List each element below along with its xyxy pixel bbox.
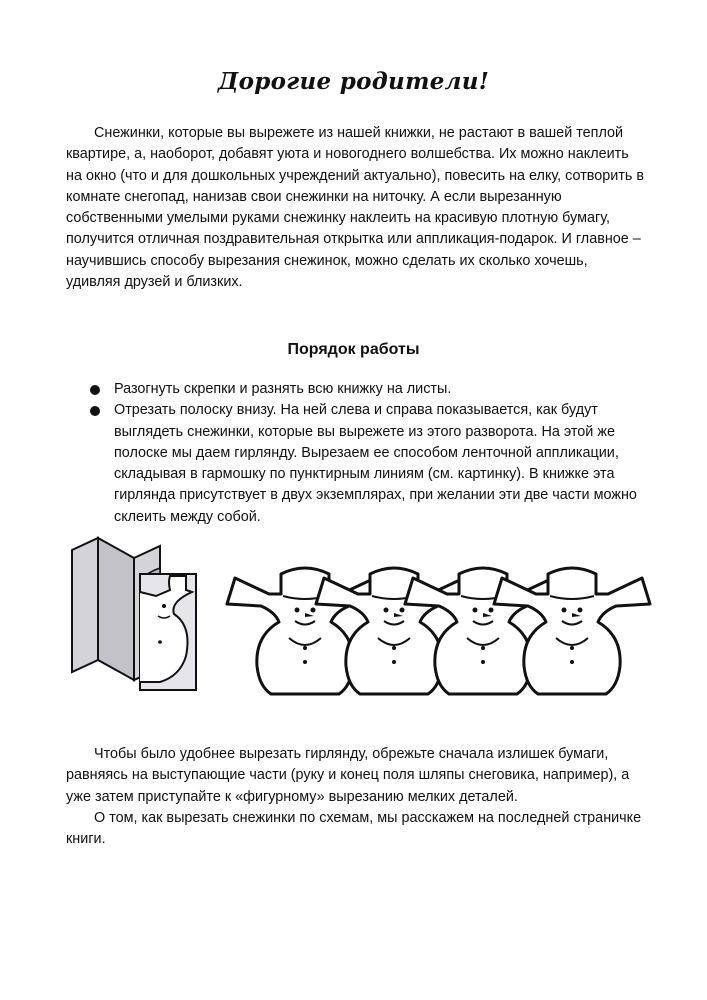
outro-text [66,744,646,850]
list-item [86,379,646,400]
snowman-garland-icon [227,568,650,694]
page-title: Дорогие родители! [217,68,490,95]
bullet-icon [90,406,100,416]
step-text: Разогнуть скрепки и разнять всю книжку на листы. [114,381,452,397]
step-text: Отрезать полоску внизу. На ней слева и справа показывается, как будут выглядеть снежинки, которые вы вырежете из этого разворота. На этой же полоске мы даем гирлянду. Вырезаем ее способом ленточной аппликации, складывая в гармошку по пунктирным линиям (см. картинку). В книжке эта гирлянда присутствует в двух экземплярах, при желании эти две части можно склеить между собой. [114,402,637,525]
section-heading: Порядок работы [287,341,420,358]
steps-list [86,379,646,528]
folded-paper-icon [72,538,196,690]
intro-paragraph: Снежинки, которые вы вырежете из нашей книжки, не растают в вашей теплой квартире, а, наоборот, добавят уюта и новогоднего волшебства. Их можно наклеить на окно (что и для дошкольных учреждений актуально), повесить на елку, сотворить в комнате снегопад, нанизав свои снежинки на ниточку. А если вырезанную собственными умелыми руками снежинку наклеить на красивую плотную бумагу, получится отличная поздравительная открытка или аппликация-подарок. И главное – научившись способу вырезания снежинок, можно сделать их сколько хочешь, удивляя друзей и близких. [66,125,645,291]
outro-paragraph: Чтобы было удобнее вырезать гирлянду, обрежьте сначала излишек бумаги, равняясь на выступающие части (руку и конец поля шляпы снеговика, например), а уже затем приступайте к «фигурному» вырезанию мелких деталей. [66,746,630,805]
outro-paragraph: О том, как вырезать снежинки по схемам, мы расскажем на последней страничке книги. [66,809,642,848]
list-item [86,400,646,528]
bullet-icon [90,385,100,395]
garland-illustration [60,530,660,710]
